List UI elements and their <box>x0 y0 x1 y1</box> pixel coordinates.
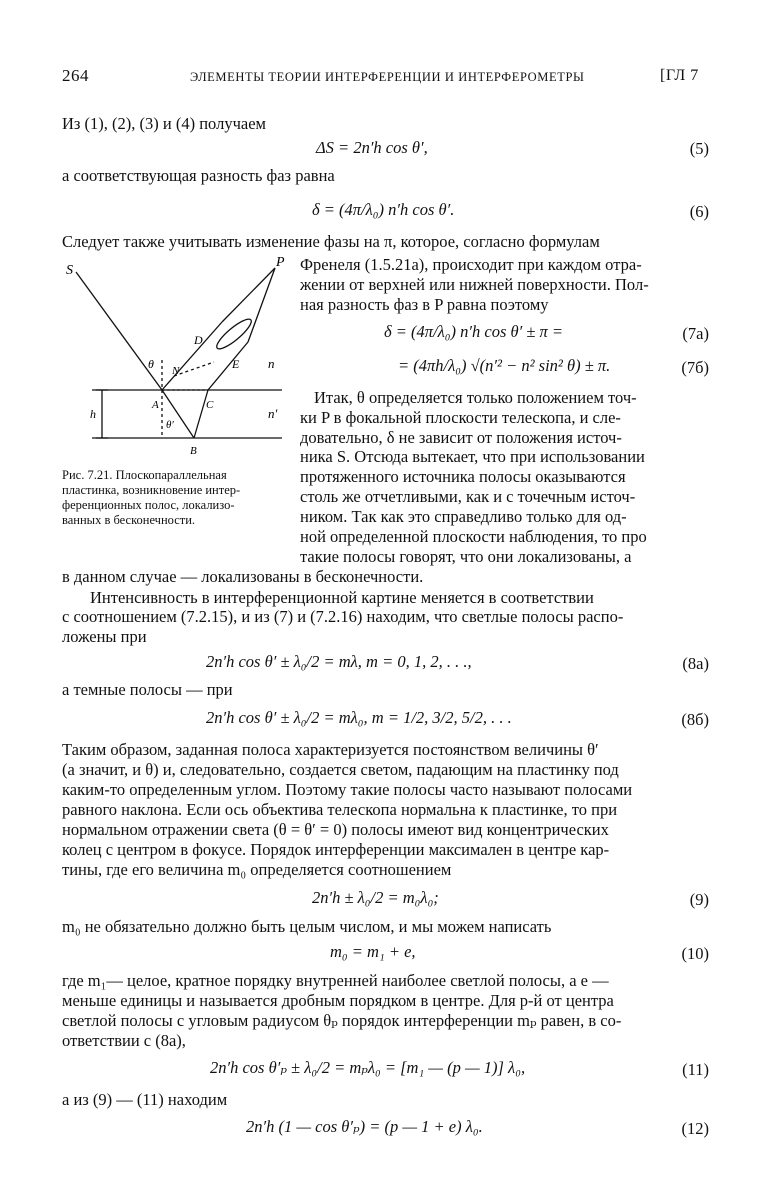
equation-number: (5) <box>689 139 709 158</box>
text-line: ника S. Отсюда вытекает, что при использовании <box>300 447 645 466</box>
incident-ray-S <box>76 272 162 390</box>
text-line: протяженного источника полосы оказываются <box>300 467 626 486</box>
equation-11: 2n′h cos θ′ₚ ± λ₀/2 = mₚλ₀ = [m₁ — (p — 1)] λ₀, <box>210 1058 526 1077</box>
label-E: E <box>232 357 240 371</box>
chapter-marker: [ГЛ 7 <box>660 67 699 84</box>
equation-number: (8б) <box>681 710 709 729</box>
equation-12: 2n′h (1 — cos θ′ₚ) = (p — 1 + e) λ₀. <box>246 1117 483 1136</box>
text-line: где m₁— целое, кратное порядку внутренней наиболее светлой полосы, а e — <box>62 971 609 990</box>
ray-to-P-2 <box>248 268 275 342</box>
page-number: 264 <box>62 66 89 85</box>
label-theta-prime: θ′ <box>166 419 174 431</box>
text-line: с соотношением (7.2.15), и из (7) и (7.2.16) находим, что светлые полосы распо- <box>62 607 624 626</box>
text-line: Интенсивность в интерференционной картине меняется в соответствии <box>90 588 594 607</box>
text-line: меньше единицы и называется дробным порядком в центре. Для p-й от центра <box>62 991 614 1010</box>
figure-caption-line: пластинка, возникновение интер- <box>62 483 241 497</box>
label-A: A <box>152 399 159 411</box>
text-line: такие полосы говорят, что они локализованы, а <box>300 547 632 566</box>
reflected-ray-A <box>162 322 222 390</box>
text-line: равного наклона. Если ось объектива телескопа нормальна к пластинке, то при <box>62 800 618 819</box>
equation-number: (9) <box>689 890 709 909</box>
ray-C <box>208 342 248 390</box>
equation-7a: δ = (4π/λ₀) n′h cos θ′ ± π = <box>384 322 564 341</box>
ray-to-P-1 <box>222 268 275 322</box>
equation-8a: 2n′h cos θ′ ± λ₀/2 = mλ, m = 0, 1, 2, . . ., <box>206 652 472 671</box>
text-line: (а значит, и θ) и, следовательно, создается светом, падающим на пластинку под <box>62 760 619 779</box>
text-line: Следует также учитывать изменение фазы на π, которое, согласно формулам <box>62 232 600 251</box>
label-N: N <box>172 365 180 377</box>
text-line: Итак, θ определяется только положением точ- <box>314 388 637 407</box>
text-line: в данном случае — локализованы в бесконечности. <box>62 567 424 586</box>
label-B: B <box>190 445 197 457</box>
text-line: ная разность фаз в P равна поэтому <box>300 295 549 314</box>
equation-5: ΔS = 2n′h cos θ′, <box>316 138 428 157</box>
figure-caption-line: Рис. 7.21. Плоскопараллельная <box>62 468 227 482</box>
text-line: каким-то определенным углом. Поэтому такие полосы часто называют полосами <box>62 780 633 799</box>
label-C: C <box>206 399 214 411</box>
label-theta: θ <box>148 357 154 371</box>
plate-diagram <box>62 252 292 462</box>
equation-10: m₀ = m₁ + e, <box>330 942 416 961</box>
equation-number: (10) <box>681 944 709 963</box>
text-line: m₀ не обязательно должно быть целым числом, и мы можем написать <box>62 917 552 936</box>
running-title: ЭЛЕМЕНТЫ ТЕОРИИ ИНТЕРФЕРЕНЦИИ И ИНТЕРФЕРОМЕТРЫ <box>190 70 585 84</box>
text-line: ответствии с (8а), <box>62 1031 186 1050</box>
equation-number: (7б) <box>681 358 709 377</box>
text-line: довательно, δ не зависит от положения источ- <box>300 428 622 447</box>
equation-number: (11) <box>682 1060 709 1079</box>
text-line: колец с центром в фокусе. Порядок интерференции максимален в центре кар- <box>62 840 610 859</box>
text-line: ной определенной плоскости наблюдения, то про <box>300 527 647 546</box>
reflected-ray-BC <box>194 390 208 438</box>
text-line: Таким образом, заданная полоса характеризуется постоянством величины θ′ <box>62 740 599 759</box>
equation-8b: 2n′h cos θ′ ± λ₀/2 = mλ₀, m = 1/2, 3/2, 5/2, . . . <box>206 708 512 727</box>
label-h: h <box>90 407 96 421</box>
label-S: S <box>66 263 73 278</box>
equation-number: (6) <box>689 202 709 221</box>
equation-number: (7а) <box>682 324 709 343</box>
text-line: ником. Так как это справедливо только для од- <box>300 507 627 526</box>
text-line: столь же отчетливыми, как и с точечным источ- <box>300 487 636 506</box>
equation-9: 2n′h ± λ₀/2 = m₀λ₀; <box>312 888 439 907</box>
text-line: Из (1), (2), (3) и (4) получаем <box>62 114 266 133</box>
equation-number: (12) <box>681 1119 709 1138</box>
text-line: ки P в фокальной плоскости телескопа, и сле- <box>300 408 621 427</box>
label-D: D <box>194 333 203 347</box>
text-line: ложены при <box>62 627 147 646</box>
label-n: n <box>268 356 275 371</box>
label-P: P <box>276 255 285 270</box>
text-line: тины, где его величина m₀ определяется соотношением <box>62 860 452 879</box>
equation-6: δ = (4π/λ₀) n′h cos θ′. <box>312 200 455 219</box>
text-line: Френеля (1.5.21а), происходит при каждом отра- <box>300 255 642 274</box>
text-line: а соответствующая разность фаз равна <box>62 166 335 185</box>
text-line: жении от верхней или нижней поверхности. Пол- <box>300 275 649 294</box>
figure-caption-line: ванных в бесконечности. <box>62 513 196 527</box>
text-line: а темные полосы — при <box>62 680 233 699</box>
text-line: нормальном отражении света (θ = θ′ = 0) полосы имеют вид концентрических <box>62 820 609 839</box>
equation-number: (8а) <box>682 654 709 673</box>
equation-7b: = (4πh/λ₀) √(n′² − n² sin² θ) ± π. <box>398 356 611 375</box>
lens-shape <box>213 315 254 352</box>
label-n-prime: n′ <box>268 406 278 421</box>
text-line: а из (9) — (11) находим <box>62 1090 228 1109</box>
text-line: светлой полосы с угловым радиусом θₚ порядок интерференции mₚ равен, в со- <box>62 1011 622 1030</box>
figure-caption-line: ференционных полос, локализо- <box>62 498 235 512</box>
